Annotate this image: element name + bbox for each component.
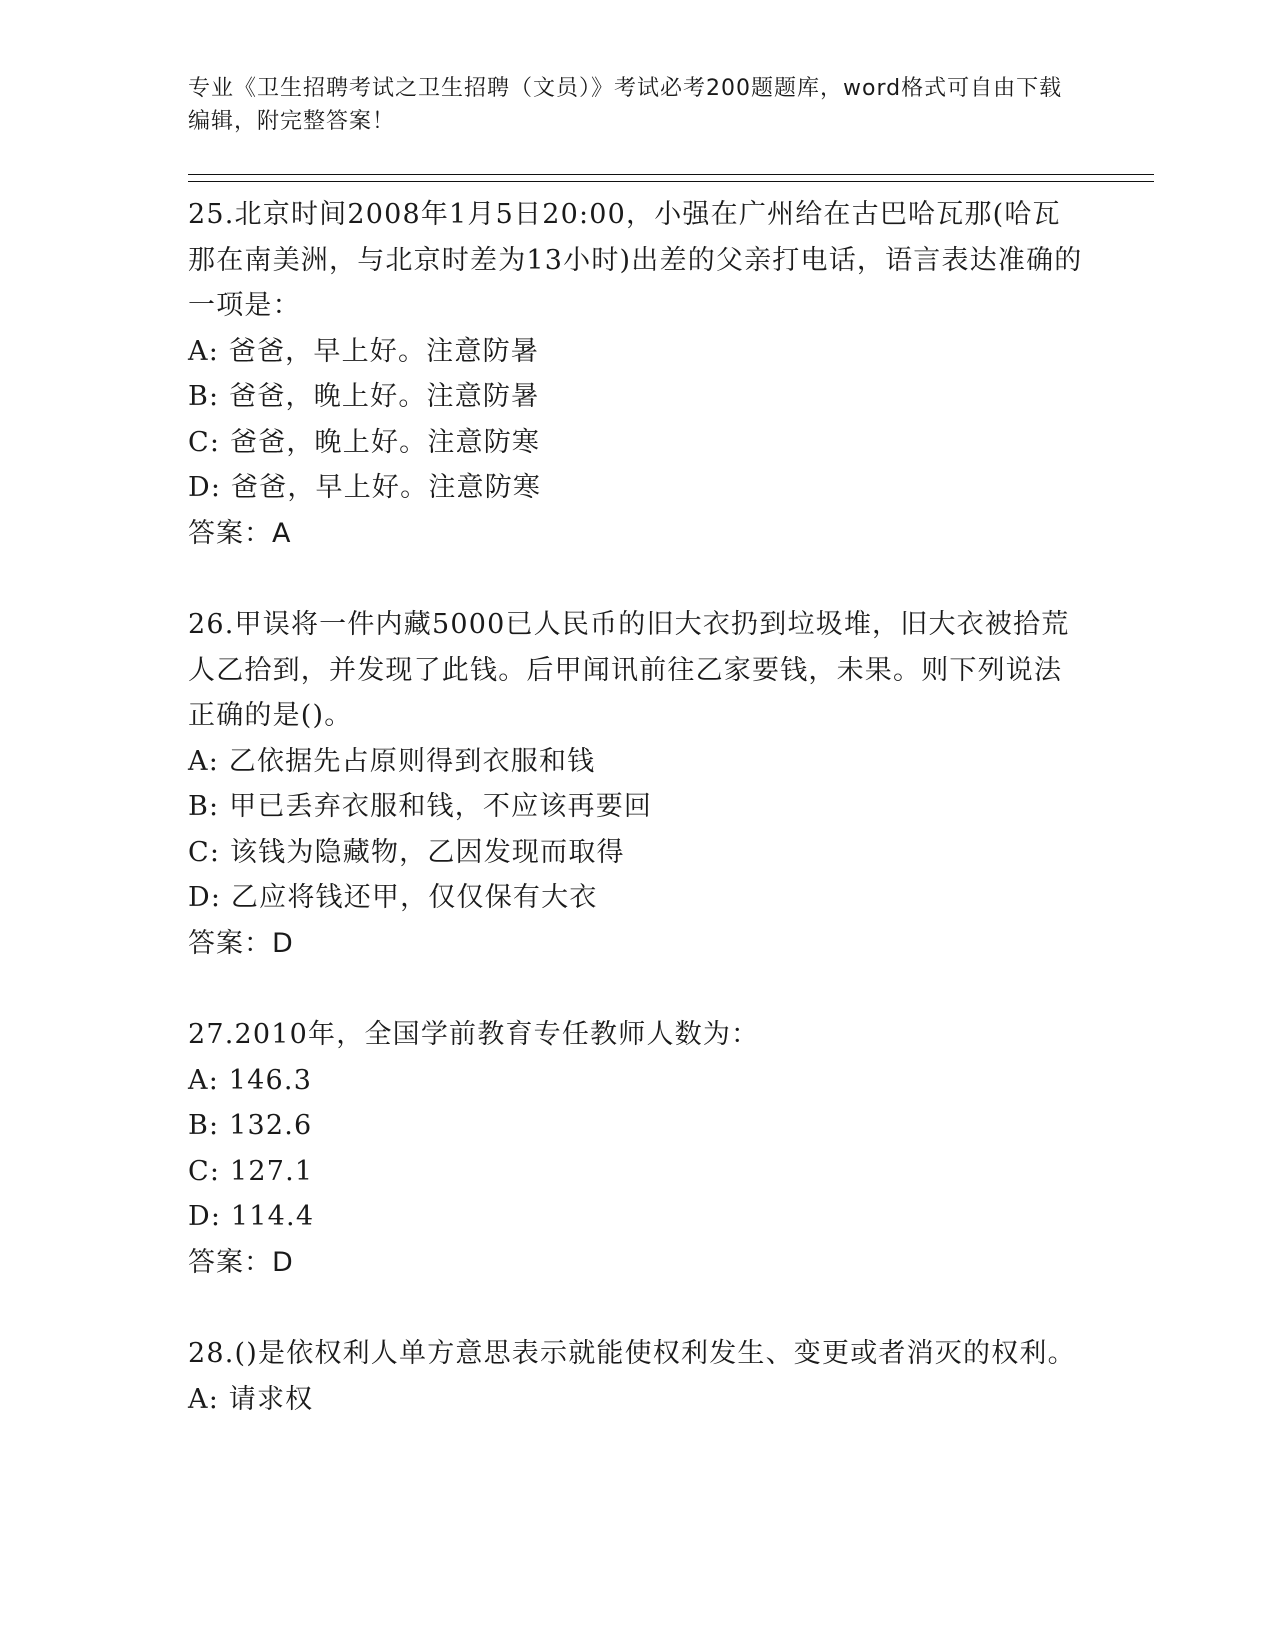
- option-c: C: 爸爸，晚上好。注意防寒: [188, 426, 541, 458]
- option-d: D: 爸爸，早上好。注意防寒: [188, 472, 542, 503]
- option-a: A: 乙依据先占原则得到衣服和钱: [188, 745, 596, 777]
- option-c: C: 该钱为隐藏物，乙因发现而取得: [188, 836, 625, 868]
- question-spacer: [188, 966, 1088, 1012]
- question-stem: 28.()是依权利人单方意思表示就能使权利发生、变更或者消灭的权利。: [188, 1338, 1076, 1369]
- answer-label: 答案：D: [188, 1246, 294, 1278]
- option-d: D: 114.4: [188, 1201, 315, 1232]
- document-header: 专业《卫生招聘考试之卫生招聘（文员）》考试必考200题题库，word格式可自由下载编辑，附完整答案！: [188, 76, 1063, 134]
- option-d: D: 乙应将钱还甲，仅仅保有大衣: [188, 882, 598, 913]
- option-b: B: 爸爸，晚上好。注意防暑: [188, 381, 540, 412]
- question-stem: 27.2010年，全国学前教育专任教师人数为：: [188, 1019, 760, 1050]
- question-27: [188, 1012, 1088, 1285]
- option-a: A: 146.3: [188, 1064, 313, 1096]
- header-divider-top: [188, 174, 1154, 175]
- option-a: A: 爸爸，早上好。注意防暑: [188, 335, 539, 367]
- answer-label: 答案：A: [188, 517, 292, 549]
- option-b: B: 甲已丢弃衣服和钱，不应该再要回: [188, 791, 653, 822]
- answer-label: 答案：D: [188, 927, 294, 959]
- option-b: B: 132.6: [188, 1110, 313, 1141]
- question-28: [188, 1331, 1088, 1422]
- header-divider-bottom: [188, 181, 1154, 182]
- question-spacer: [188, 556, 1088, 602]
- question-stem: 26.甲误将一件内藏5000已人民币的旧大衣扔到垃圾堆，旧大衣被拾荒人乙拾到，并发现了此钱。后甲闻讯前往乙家要钱，未果。则下列说法正确的是()。: [188, 609, 1070, 731]
- question-25: [188, 192, 1088, 556]
- question-stem: 25.北京时间2008年1月5日20:00，小强在广州给在古巴哈瓦那(哈瓦那在南美洲，与北京时差为13小时)出差的父亲打电话，语言表达准确的一项是：: [188, 199, 1083, 321]
- option-c: C: 127.1: [188, 1155, 314, 1187]
- question-26: [188, 602, 1088, 966]
- option-a: A: 请求权: [188, 1383, 314, 1415]
- question-spacer: [188, 1285, 1088, 1331]
- question-list: [188, 192, 1088, 1422]
